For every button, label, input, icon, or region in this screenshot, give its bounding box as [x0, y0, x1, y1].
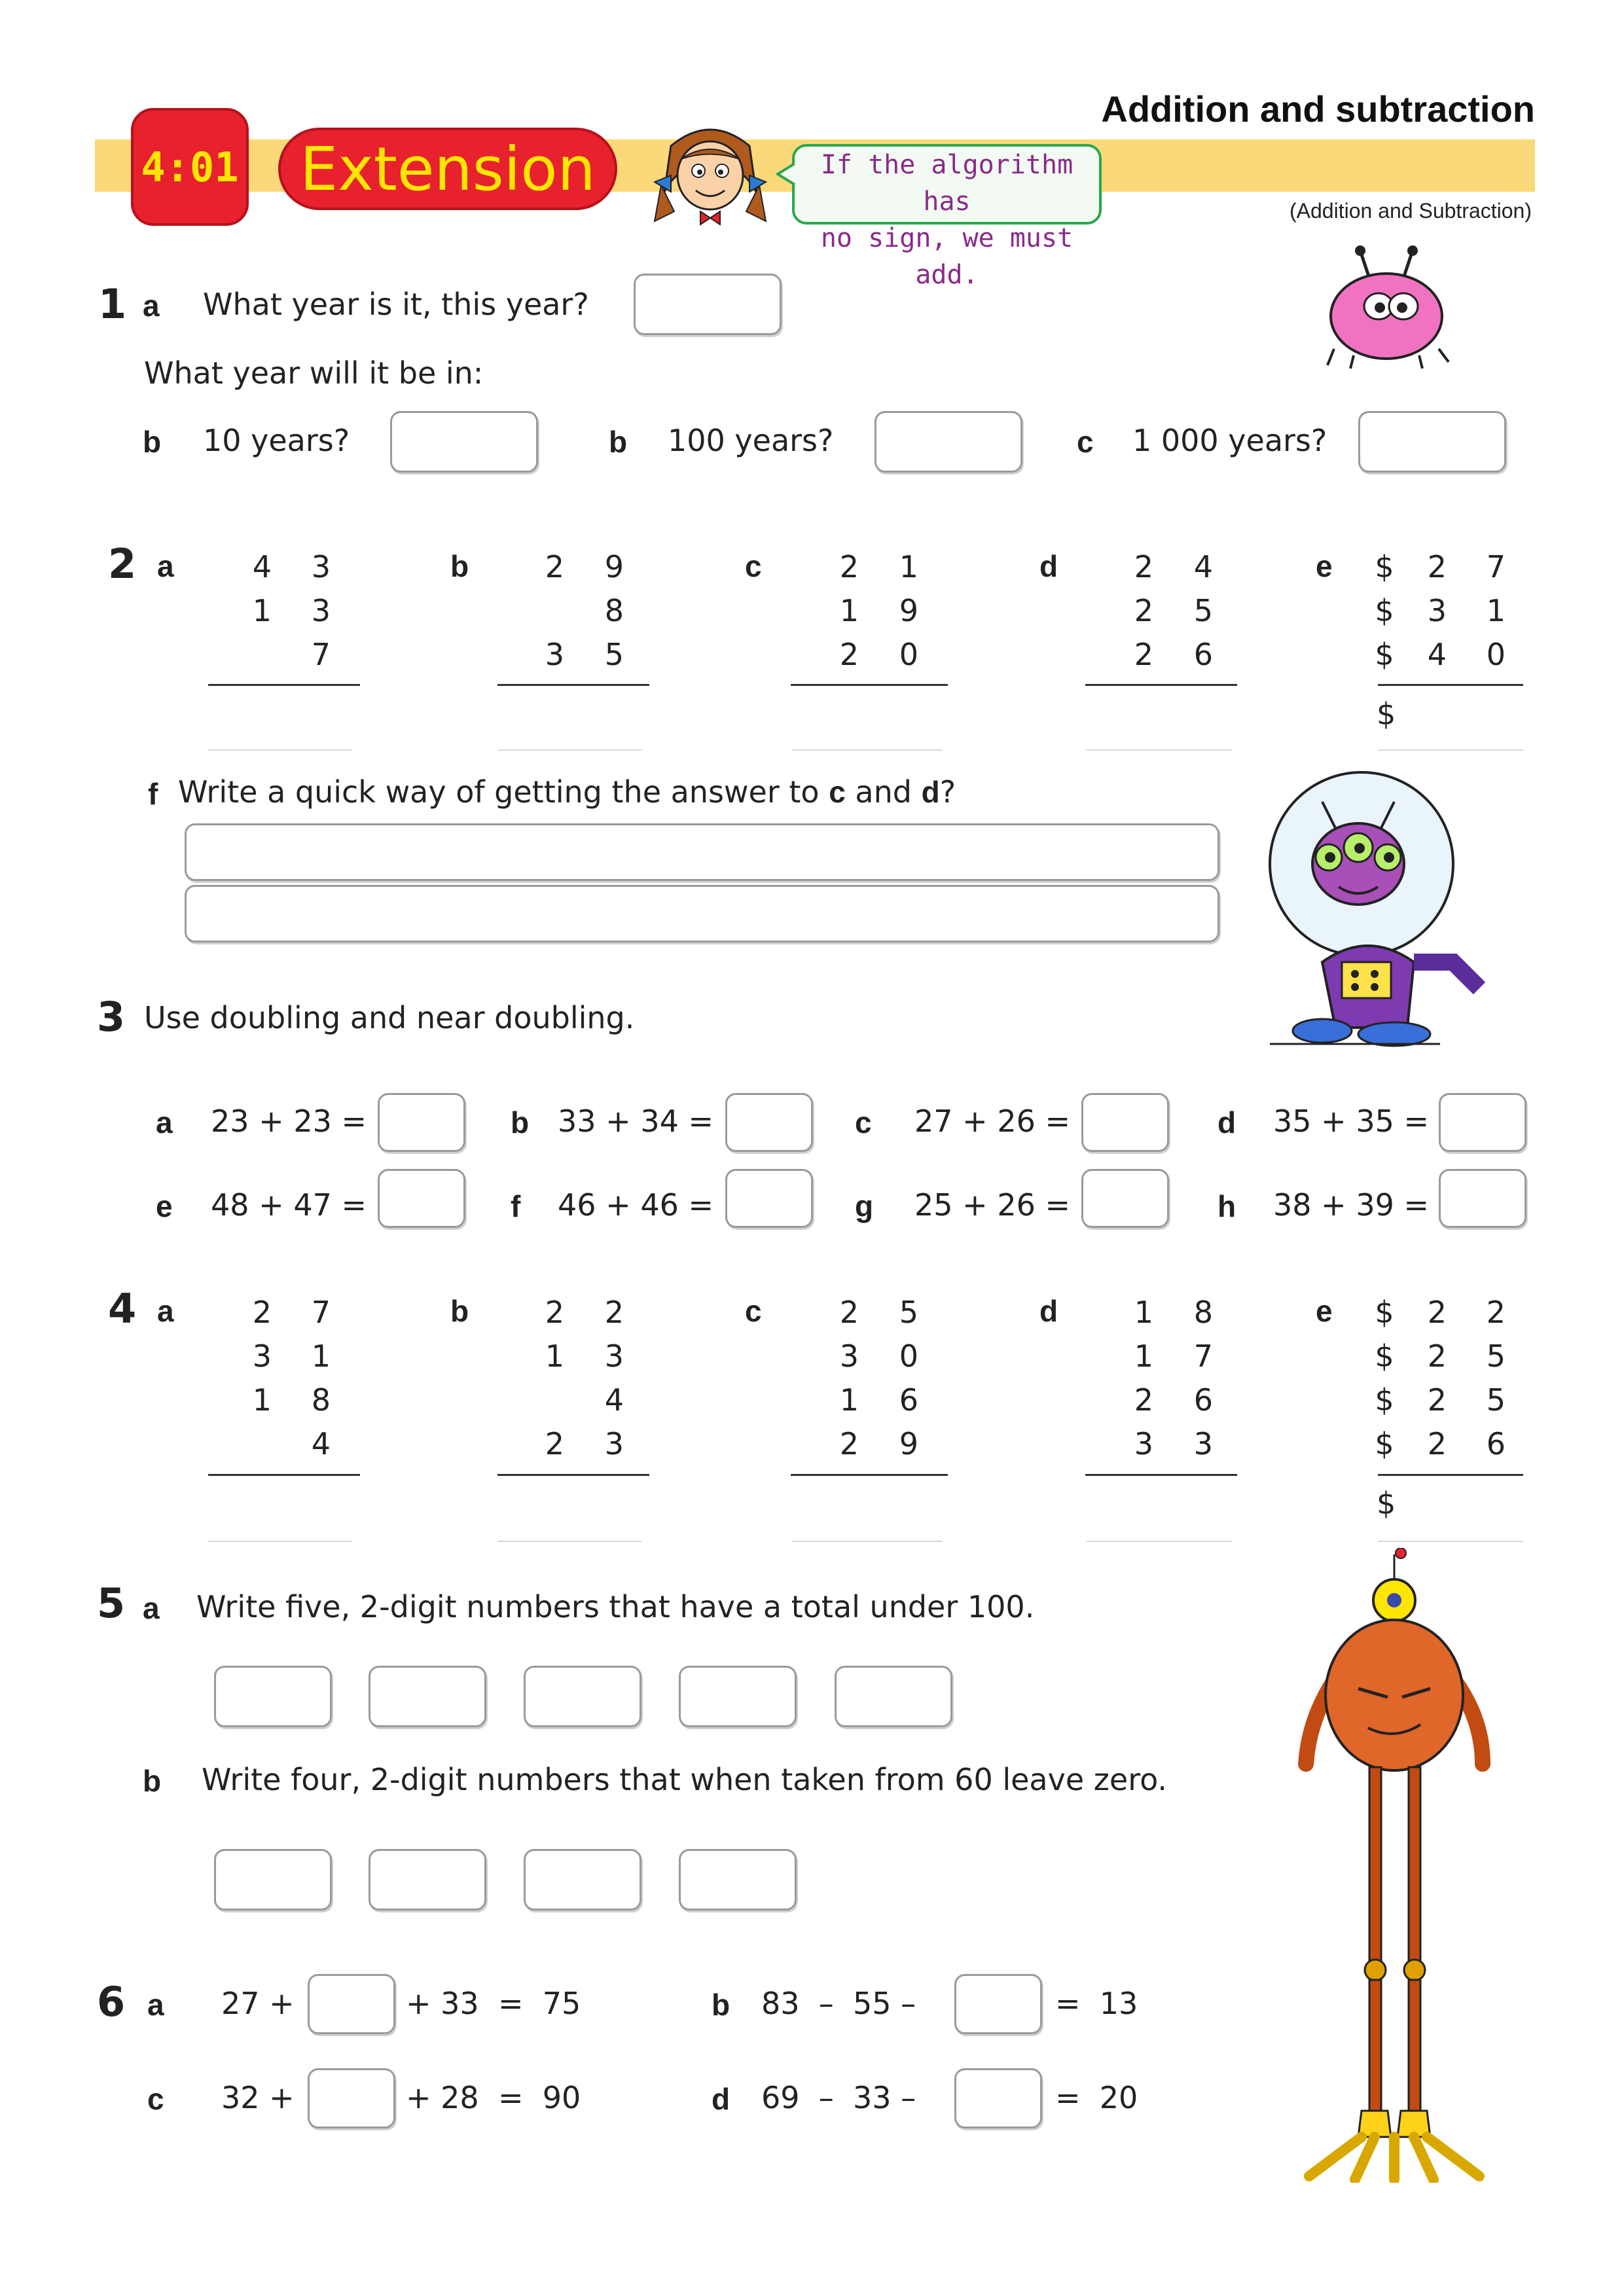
q6a-letter: a: [147, 1988, 164, 2022]
q3f-expr: 46 + 46 =: [558, 1187, 714, 1223]
q4a-tens: 2 3 1: [252, 1295, 272, 1418]
q3c-letter: c: [855, 1105, 872, 1139]
q4b-answer-line[interactable]: [497, 1541, 641, 1542]
tall-orange-alien-image: [1296, 1548, 1492, 2183]
q3e-letter: e: [156, 1189, 173, 1223]
q3h-expr: 38 + 39 =: [1273, 1187, 1430, 1223]
q2b-units: 9 8 5: [604, 549, 624, 672]
q2e-dollars: $ $ $: [1375, 549, 1394, 672]
q3b-answer-box[interactable]: [725, 1093, 813, 1152]
q5b-answer-box-1[interactable]: [214, 1849, 332, 1910]
bubble-pointer-icon: [776, 162, 796, 186]
q3e-expr: 48 + 47 =: [211, 1187, 367, 1223]
alien-astronaut-image: [1244, 766, 1532, 1047]
q1a-letter: a: [143, 289, 160, 323]
q2d-units: 4 5 6: [1193, 549, 1213, 672]
q6d-answer-box[interactable]: [954, 2068, 1042, 2128]
q2a-sum-line: [208, 684, 360, 686]
q2e-answer-dollar: $: [1377, 696, 1396, 732]
q4b-letter: b: [450, 1294, 469, 1328]
lesson-number-badge: 4:01: [131, 108, 249, 226]
q4b-units: 2 3 4 3: [604, 1295, 624, 1462]
q4b-sum-line: [497, 1474, 649, 1476]
q5a-answer-box-4[interactable]: [679, 1666, 797, 1727]
question-3-number: 3: [97, 993, 126, 1041]
q3e-answer-box[interactable]: [378, 1169, 465, 1228]
q6d-right: = 20: [1055, 2080, 1138, 2115]
q1b2-letter: b: [609, 425, 628, 459]
tip-line-1: If the algorithm has: [820, 150, 1074, 217]
q2c-answer-line[interactable]: [792, 749, 943, 751]
q2a-units: 3 3 7: [311, 549, 331, 672]
q1b2-text: 100 years?: [668, 423, 834, 458]
q3h-letter: h: [1218, 1189, 1236, 1223]
q4d-sum-line: [1085, 1474, 1237, 1476]
q6a-answer-box[interactable]: [308, 1974, 395, 2034]
q6c-right: + 28 = 90: [406, 2080, 581, 2115]
q6c-answer-box[interactable]: [308, 2068, 395, 2128]
q4c-tens: 2 3 1 2: [839, 1295, 859, 1462]
page-subtitle: (Addition and Subtraction): [1290, 199, 1532, 223]
q4a-letter: a: [157, 1294, 174, 1328]
q2e-answer-line[interactable]: [1378, 749, 1523, 751]
q2f-text: Write a quick way of getting the answer to c and d?: [178, 774, 956, 810]
q3b-expr: 33 + 34 =: [558, 1103, 714, 1139]
q4b-tens: 2 1 2: [545, 1295, 564, 1462]
q2f-answer-field-2[interactable]: [185, 885, 1219, 942]
q2d-sum-line: [1085, 684, 1237, 686]
q3c-expr: 27 + 26 =: [914, 1103, 1071, 1139]
q1c-letter: c: [1077, 425, 1094, 459]
q2c-tens: 2 1 2: [839, 549, 859, 672]
q4e-sum-line: [1378, 1474, 1523, 1476]
q3g-answer-box[interactable]: [1081, 1169, 1169, 1228]
q6b-left: 83 – 55 –: [761, 1986, 916, 2021]
q3g-expr: 25 + 26 =: [914, 1187, 1071, 1223]
q3g-letter: g: [855, 1189, 874, 1223]
page-title: Addition and subtraction: [1101, 88, 1535, 130]
q3d-answer-box[interactable]: [1439, 1093, 1526, 1152]
q4d-units: 8 7 6 3: [1193, 1295, 1213, 1462]
q3f-letter: f: [511, 1189, 521, 1223]
q4e-dollars: $ $ $ $: [1375, 1295, 1394, 1462]
q5a-answer-box-2[interactable]: [369, 1666, 486, 1727]
q2c-units: 1 9 0: [899, 549, 918, 672]
q4e-units: 2 5 5 6: [1486, 1295, 1506, 1462]
q4e-letter: e: [1316, 1294, 1333, 1328]
q2a-letter: a: [157, 549, 174, 583]
q6a-left: 27 +: [221, 1986, 295, 2021]
q6c-letter: c: [147, 2082, 164, 2116]
q2b-tens: 2 3: [545, 549, 564, 672]
q1b-letter: b: [143, 425, 162, 459]
q2b-sum-line: [497, 684, 649, 686]
q5a-answer-box-1[interactable]: [214, 1666, 332, 1727]
question-5-number: 5: [97, 1579, 126, 1627]
q4d-tens: 1 1 2 3: [1134, 1295, 1153, 1462]
q6c-left: 32 +: [221, 2080, 295, 2115]
q6b-answer-box[interactable]: [954, 1974, 1042, 2034]
q1b2-answer-box[interactable]: [875, 411, 1022, 473]
q2d-tens: 2 2 2: [1134, 549, 1153, 672]
q4c-letter: c: [745, 1294, 762, 1328]
q2e-letter: e: [1316, 549, 1333, 583]
q4a-sum-line: [208, 1474, 360, 1476]
q2e-tens: 2 3 4: [1427, 549, 1447, 672]
q4e-answer-line[interactable]: [1378, 1541, 1523, 1542]
q5a-answer-box-5[interactable]: [835, 1666, 952, 1727]
q5a-answer-box-3[interactable]: [524, 1666, 641, 1727]
q6d-left: 69 – 33 –: [761, 2080, 916, 2115]
extension-badge: Extension: [278, 128, 617, 210]
q4d-letter: d: [1039, 1294, 1058, 1328]
q3a-letter: a: [156, 1105, 173, 1139]
q2b-answer-line[interactable]: [497, 749, 641, 751]
q2b-letter: b: [450, 549, 469, 583]
q3c-answer-box[interactable]: [1081, 1093, 1169, 1152]
q2f-answer-field-1[interactable]: [185, 823, 1219, 881]
q5b-letter: b: [143, 1764, 162, 1798]
q4e-answer-dollar: $: [1377, 1486, 1396, 1521]
q3f-answer-box[interactable]: [725, 1169, 813, 1228]
q5a-text: Write five, 2-digit numbers that have a total under 100.: [196, 1589, 1035, 1624]
q4a-units: 7 1 8 4: [311, 1295, 331, 1462]
q6a-right: + 33 = 75: [406, 1986, 581, 2021]
q3h-answer-box[interactable]: [1439, 1169, 1526, 1228]
question-6-number: 6: [97, 1978, 126, 2026]
q2d-letter: d: [1039, 549, 1058, 583]
q5b-answer-box-2[interactable]: [369, 1849, 486, 1910]
q1c-text: 1 000 years?: [1132, 423, 1327, 458]
q6b-letter: b: [712, 1988, 731, 2022]
q3-instruction: Use doubling and near doubling.: [144, 1000, 635, 1035]
q1a-answer-box[interactable]: [634, 274, 782, 335]
q2e-units: 7 1 0: [1486, 549, 1506, 672]
q2c-sum-line: [791, 684, 948, 686]
q5b-answer-box-3[interactable]: [524, 1849, 641, 1910]
q6b-right: = 13: [1055, 1986, 1138, 2021]
q6d-letter: d: [712, 2082, 731, 2116]
q4d-answer-line[interactable]: [1087, 1541, 1232, 1542]
girl-mascot-image: [645, 120, 776, 228]
q2e-sum-line: [1378, 684, 1523, 686]
q1c-answer-box[interactable]: [1358, 411, 1506, 473]
tip-speech-bubble: [792, 144, 1102, 290]
q1b-answer-box[interactable]: [390, 411, 538, 473]
question-4-number: 4: [108, 1285, 137, 1333]
q2a-answer-line[interactable]: [208, 749, 352, 751]
q4c-answer-line[interactable]: [792, 1541, 943, 1542]
q2f-letter: f: [148, 777, 158, 811]
question-1-number: 1: [98, 280, 127, 328]
q4c-units: 5 0 6 9: [899, 1295, 918, 1462]
question-2-number: 2: [108, 540, 137, 588]
q1a-text: What year is it, this year?: [203, 287, 589, 322]
q4a-answer-line[interactable]: [208, 1541, 352, 1542]
q4e-tens: 2 2 2 2: [1427, 1295, 1447, 1462]
q2a-tens: 4 1: [252, 549, 272, 628]
q3a-answer-box[interactable]: [378, 1093, 465, 1152]
q4c-sum-line: [791, 1474, 948, 1476]
q3d-letter: d: [1218, 1105, 1236, 1139]
q2d-answer-line[interactable]: [1087, 749, 1232, 751]
q3b-letter: b: [511, 1105, 530, 1139]
q5b-text: Write four, 2-digit numbers that when taken from 60 leave zero.: [202, 1762, 1168, 1797]
tip-line-2: no sign, we must add.: [820, 223, 1074, 290]
pink-bug-image: [1308, 241, 1465, 372]
q1b-text: 10 years?: [203, 423, 350, 458]
q1-prompt: What year will it be in:: [144, 355, 484, 391]
q2c-letter: c: [745, 549, 762, 583]
q5b-answer-box-4[interactable]: [679, 1849, 797, 1910]
q3a-expr: 23 + 23 =: [211, 1103, 367, 1139]
q3d-expr: 35 + 35 =: [1273, 1103, 1430, 1139]
q5a-letter: a: [143, 1591, 160, 1625]
